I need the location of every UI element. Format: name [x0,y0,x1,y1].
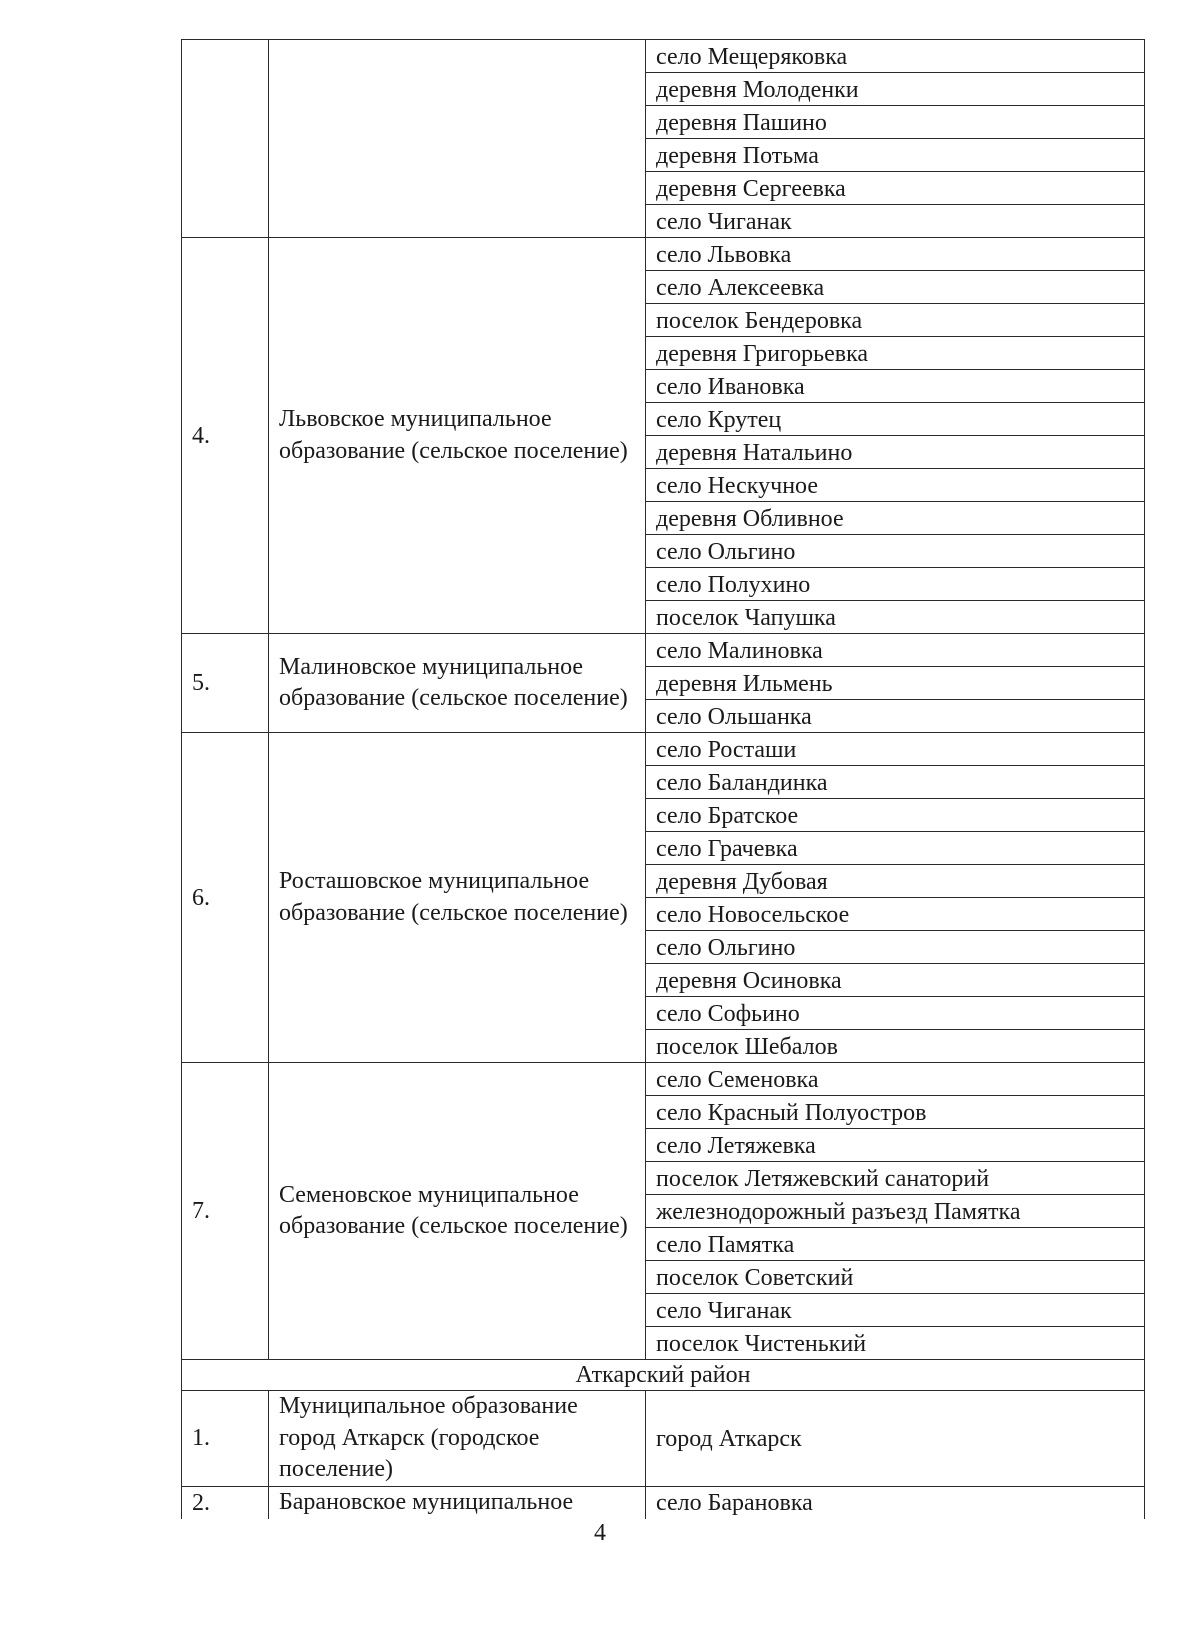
settlement-name: поселок Советский [646,1261,1145,1294]
district-heading-row [182,1360,1145,1391]
settlement-name: село Ольгино [646,535,1145,568]
settlement-name: поселок Шебалов [646,1030,1145,1063]
settlement-name: деревня Сергеевка [646,172,1145,205]
row-number: 6. [182,733,269,1063]
table-row [182,1391,1145,1487]
municipality-name: Семеновское муниципальное образование (сельское поселение) [269,1063,646,1360]
row-number: 4. [182,238,269,634]
settlement-name: деревня Осиновка [646,964,1145,997]
settlement-name: село Ольгино [646,931,1145,964]
settlement-name: село Новосельское [646,898,1145,931]
row-number: 1. [182,1391,269,1487]
municipality-name: Малиновское муниципальное образование (сельское поселение) [269,634,646,733]
settlement-name: деревня Пашино [646,106,1145,139]
settlement-name: деревня Натальино [646,436,1145,469]
settlement-name: поселок Чистенький [646,1327,1145,1360]
municipality-name: Росташовское муниципальное образование (сельское поселение) [269,733,646,1063]
table-row [182,238,1145,271]
settlement-name: село Барановка [646,1486,1145,1519]
settlement-name: деревня Григорьевка [646,337,1145,370]
settlement-name: село Нескучное [646,469,1145,502]
settlement-name: железнодорожный разъезд Памятка [646,1195,1145,1228]
settlement-name: поселок Бендеровка [646,304,1145,337]
settlement-name: село Семеновка [646,1063,1145,1096]
municipality-name: Львовское муниципальное образование (сельское поселение) [269,238,646,634]
settlement-name: село Росташи [646,733,1145,766]
settlement-name: село Братское [646,799,1145,832]
municipality-name: Муниципальное образование город Аткарск (городское поселение) [269,1391,646,1487]
settlement-name: село Полухино [646,568,1145,601]
table-row [182,634,1145,667]
settlement-name: село Крутец [646,403,1145,436]
settlement-name: село Алексеевка [646,271,1145,304]
settlement-name: село Красный Полуостров [646,1096,1145,1129]
settlement-name: село Малиновка [646,634,1145,667]
district-heading: Аткарский район [182,1360,1145,1391]
settlement-name: деревня Обливное [646,502,1145,535]
settlements-table [181,39,1145,1519]
settlement-name: село Ивановка [646,370,1145,403]
settlement-name: село Памятка [646,1228,1145,1261]
settlement-name: деревня Молоденки [646,73,1145,106]
settlement-name: село Ольшанка [646,700,1145,733]
row-number [182,40,269,238]
settlement-name: село Чиганак [646,1294,1145,1327]
settlement-name: село Софьино [646,997,1145,1030]
table-row [182,1063,1145,1096]
settlement-name: деревня Потьма [646,139,1145,172]
settlement-name: село Чиганак [646,205,1145,238]
row-number: 7. [182,1063,269,1360]
settlement-name: село Грачевка [646,832,1145,865]
page-number: 4 [594,1520,606,1546]
settlement-name: город Аткарск [646,1391,1145,1487]
municipality-name [269,40,646,238]
table-row [182,1486,1145,1519]
municipality-name: Барановское муниципальное [269,1486,646,1519]
table-row [182,733,1145,766]
settlement-name: село Баландинка [646,766,1145,799]
settlement-name: деревня Дубовая [646,865,1145,898]
settlement-name: село Летяжевка [646,1129,1145,1162]
table-row [182,40,1145,73]
row-number: 5. [182,634,269,733]
settlement-name: поселок Чапушка [646,601,1145,634]
settlement-name: село Львовка [646,238,1145,271]
settlement-name: поселок Летяжевский санаторий [646,1162,1145,1195]
row-number: 2. [182,1486,269,1519]
settlement-name: село Мещеряковка [646,40,1145,73]
settlement-name: деревня Ильмень [646,667,1145,700]
